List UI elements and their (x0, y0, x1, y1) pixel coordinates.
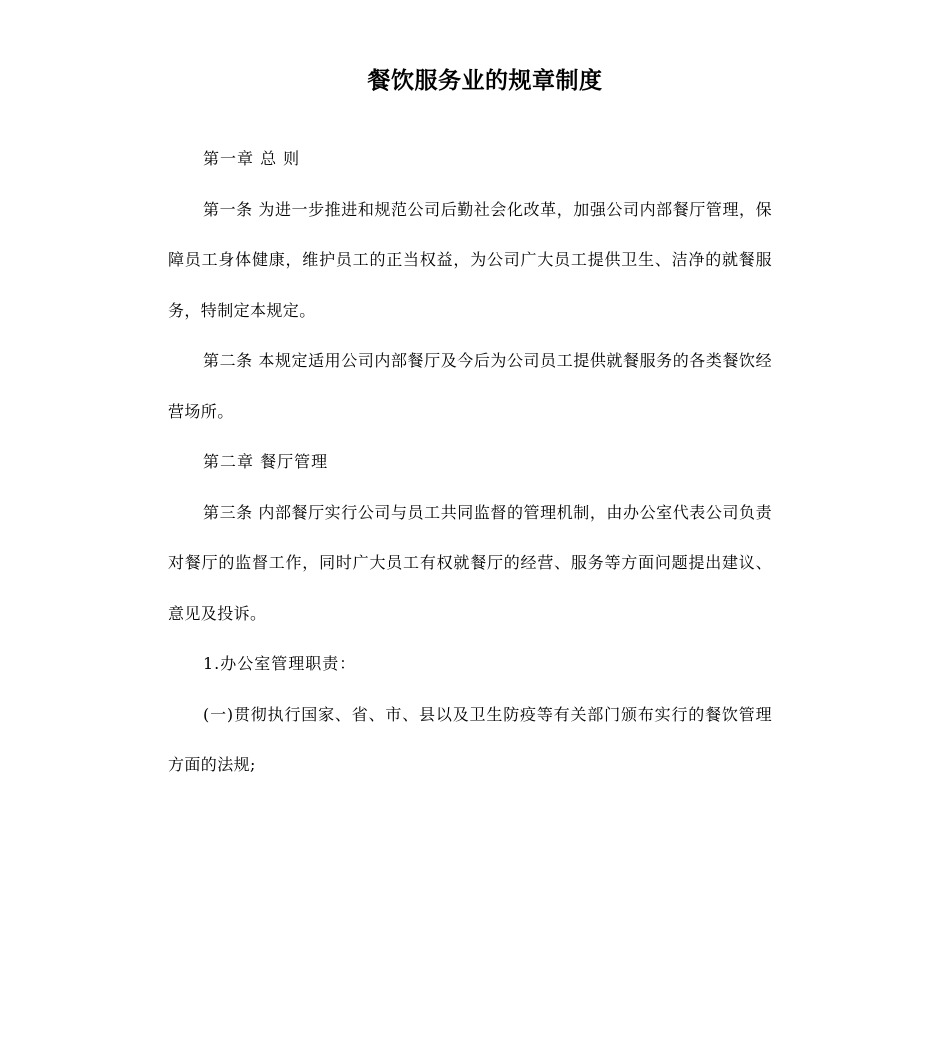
document-body (168, 134, 772, 791)
article-paragraph: 第一条 为进一步推进和规范公司后勤社会化改革，加强公司内部餐厅管理，保障员工身体健康，维护员工的正当权益，为公司广大员工提供卫生、洁净的就餐服务，特制定本规定。 (168, 199, 772, 320)
document-title: 餐饮服务业的规章制度 (367, 68, 603, 94)
list-item: 1.办公室管理职责： (203, 654, 357, 673)
chapter-heading: 第二章 餐厅管理 (203, 452, 329, 471)
article-paragraph: 第三条 内部餐厅实行公司与员工共同监督的管理机制，由办公室代表公司负责对餐厅的监督工作，同时广大员工有权就餐厅的经营、服务等方面问题提出建议、意见及投诉。 (168, 502, 772, 623)
article-paragraph: 第二条 本规定适用公司内部餐厅及今后为公司员工提供就餐服务的各类餐饮经营场所。 (168, 351, 772, 421)
chapter-heading: 第一章 总 则 (203, 149, 301, 168)
list-item: (一)贯彻执行国家、省、市、县以及卫生防疫等有关部门颁布实行的餐饮管理方面的法规; (168, 704, 772, 774)
